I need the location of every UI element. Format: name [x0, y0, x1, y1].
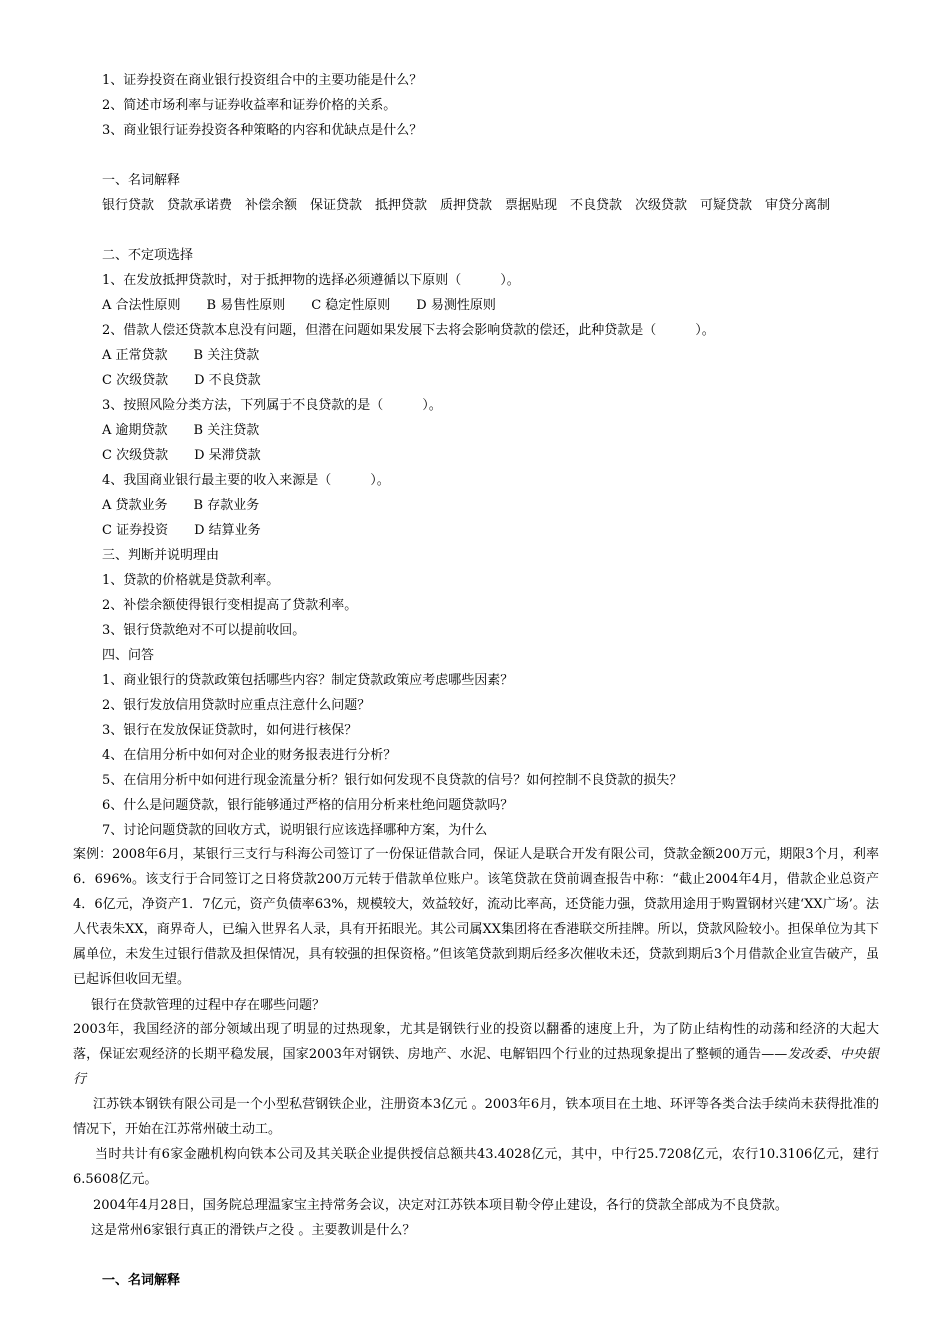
section-heading-terms: 一、名词解释 [102, 173, 181, 188]
choice-question-2: 2、借款人偿还贷款本息没有问题，但潜在问题如果发展下去将会影响贷款的偿还，此种贷款是（ ）。 [102, 323, 715, 338]
choice-options-3b: C 次级贷款 D 呆滞贷款 [102, 448, 261, 463]
qa-item-4: 4、在信用分析中如何对企业的财务报表进行分析？ [102, 748, 397, 763]
section-heading-choice: 二、不定项选择 [102, 248, 194, 263]
review-question-2: 2、简述市场利率与证券收益率和证券价格的关系。 [102, 98, 397, 113]
qa-item-6: 6、什么是问题贷款，银行能够通过严格的信用分析来杜绝问题贷款吗？ [102, 798, 514, 813]
footer-section-heading: 一、名词解释 [102, 1273, 181, 1288]
section-heading-judge: 三、判断并说明理由 [102, 548, 220, 563]
choice-question-3: 3、按照风险分类方法，下列属于不良贷款的是（ ）。 [102, 398, 442, 413]
review-question-3: 3、商业银行证券投资各种策略的内容和优缺点是什么？ [102, 123, 423, 138]
review-question-1: 1、证券投资在商业银行投资组合中的主要功能是什么？ [102, 73, 423, 88]
case-1-question: 银行在贷款管理的过程中存在哪些问题？ [91, 998, 326, 1013]
choice-options-2a: A 正常贷款 B 关注贷款 [102, 348, 260, 363]
choice-options-1: A 合法性原则 B 易售性原则 C 稳定性原则 D 易测性原则 [102, 298, 496, 313]
choice-options-2b: C 次级贷款 D 不良贷款 [102, 373, 261, 388]
section-heading-qa: 四、问答 [102, 648, 155, 663]
choice-options-4b: C 证券投资 D 结算业务 [102, 523, 261, 538]
choice-options-4a: A 贷款业务 B 存款业务 [102, 498, 260, 513]
qa-item-7: 7、讨论问题贷款的回收方式，说明银行应该选择哪种方案，为什么 [102, 823, 488, 838]
choice-question-1: 1、在发放抵押贷款时，对于抵押物的选择必须遵循以下原则（ ）。 [102, 273, 520, 288]
qa-item-1: 1、商业银行的贷款政策包括哪些内容？制定贷款政策应考虑哪些因素？ [102, 673, 514, 688]
judge-item-2: 2、补偿余额使得银行变相提高了贷款利率。 [102, 598, 358, 613]
judge-item-3: 3、银行贷款绝对不可以提前收回。 [102, 623, 306, 638]
case-2-decision: 2004年4月28日，国务院总理温家宝主持常务会议，决定对江苏铁本项目勒令停止建设，各行的贷款全部成为不良贷款。 [93, 1198, 788, 1213]
terms-list: 银行贷款 贷款承诺费 补偿余额 保证贷款 抵押贷款 质押贷款 票据贴现 不良贷款 次级贷款 可疑贷款 审贷分离制 [102, 198, 831, 213]
case-2-intro-text: 2003年，我国经济的部分领域出现了明显的过热现象，尤其是钢铁行业的投资以翻番的速度上升，为了防止结构性的动荡和经济的大起大落，保证宏观经济的长期平稳发展，国家2003年对钢铁、房地产、水泥、电解铝四个行业的过热现象提出了整顿的通告—— [73, 1022, 879, 1062]
choice-options-3a: A 逾期贷款 B 关注贷款 [102, 423, 260, 438]
judge-item-1: 1、贷款的价格就是贷款利率。 [102, 573, 280, 588]
case-2-company: 江苏铁本钢铁有限公司是一个小型私营钢铁企业，注册资本3亿元 。2003年6月，铁本项目在土地、环评等各类合法手续尚未获得批准的情况下，开始在江苏常州破土动工。 [73, 1097, 879, 1137]
case-2-question: 这是常州6家银行真正的滑铁卢之役 。主要教训是什么？ [91, 1223, 416, 1238]
case-2-intro [73, 1017, 879, 1092]
case-2-intro-issuers: 发改委、中央银行 [73, 1047, 879, 1087]
choice-question-4: 4、我国商业银行最主要的收入来源是（ ）。 [102, 473, 390, 488]
qa-item-5: 5、在信用分析中如何进行现金流量分析？银行如何发现不良贷款的信号？如何控制不良贷款的损失？ [102, 773, 683, 788]
qa-item-3: 3、银行在发放保证贷款时，如何进行核保？ [102, 723, 358, 738]
case-2-credit: 当时共计有6家金融机构向铁本公司及其关联企业提供授信总额共43.4028亿元，其中，中行25.7208亿元，农行10.3106亿元，建行6.5608亿元。 [73, 1147, 879, 1187]
case-1-text: 案例：2008年6月，某银行三支行与科海公司签订了一份保证借款合同，保证人是联合开发有限公司，贷款金额200万元，期限3个月，利率6．696%。该支行于合同签订之日将贷款200万元转于借款单位账户。该笔贷款在贷前调查报告中称：“截止2004年4月，借款企业总资产4．6亿元，净资产1．7亿元，资产负债率63%，规模较大，效益较好，流动比率高，还贷能力强，贷款用途用于购置钢材兴建‘XX广场’。法人代表朱XX，商界奇人，已编入世界名人录，具有开拓眼光。其公司属XX集团将在香港联交所挂牌。所以，贷款风险较小。担保单位为其下属单位，未发生过银行借款及担保情况，具有较强的担保资格。”但该笔贷款到期后经多次催收未还，贷款到期后3个月借款企业宣告破产，虽已起诉但收回无望。 [73, 847, 879, 987]
qa-item-2: 2、银行发放信用贷款时应重点注意什么问题？ [102, 698, 371, 713]
